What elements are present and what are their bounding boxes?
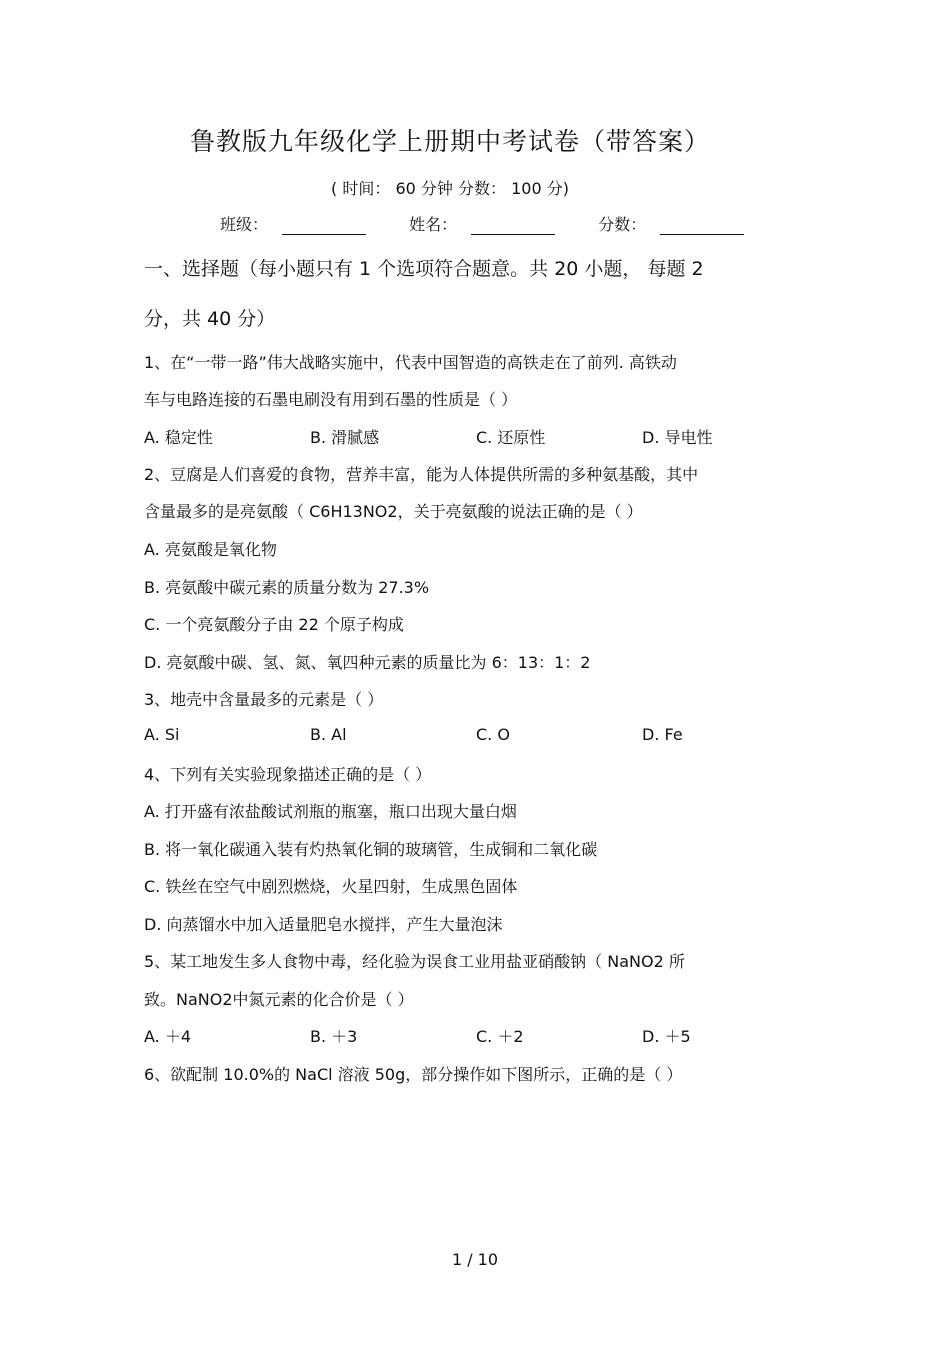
- exam-time-score: ( 时间： 60 分钟 分数： 100 分): [331, 179, 569, 198]
- question-4: 4、下列有关实验现象描述正确的是（ ）: [144, 765, 432, 784]
- name-field: [409, 212, 555, 235]
- section-heading-cont: 分，共 40 分）: [144, 308, 276, 330]
- class-blank: [282, 216, 366, 235]
- section-heading: 一、选择题（每小题只有 1 个选项符合题意。共 20 小题， 每题 2: [144, 258, 704, 280]
- student-info-row: [220, 212, 782, 235]
- option-c: C. O: [476, 725, 510, 744]
- option-c: C. 一个亮氨酸分子由 22 个原子构成: [144, 615, 404, 634]
- page-title: 鲁教版九年级化学上册期中考试卷（带答案）: [189, 127, 710, 156]
- page-number: 1 / 10: [451, 1250, 499, 1269]
- option-d: D. Fe: [642, 725, 683, 744]
- option-a: A. 打开盛有浓盐酸试剂瓶的瓶塞，瓶口出现大量白烟: [144, 802, 517, 821]
- score-label: 分数：: [598, 215, 647, 234]
- question-3: 3、地壳中含量最多的元素是（ ）: [144, 690, 384, 709]
- option-c: C. ＋2: [476, 1027, 524, 1046]
- option-d: D. 导电性: [642, 428, 713, 447]
- option-a: A. Si: [144, 725, 180, 744]
- option-c: C. 铁丝在空气中剧烈燃烧，火星四射，生成黑色固体: [144, 877, 518, 896]
- option-a: A. 亮氨酸是氧化物: [144, 540, 277, 559]
- option-a: A. 稳定性: [144, 428, 213, 447]
- question-5: 5、某工地发生多人食物中毒，经化验为误食工业用盐亚硝酸钠（ NaNO2 所: [144, 952, 685, 971]
- name-label: 姓名：: [409, 215, 458, 234]
- option-d: D. 向蒸馏水中加入适量肥皂水搅拌，产生大量泡沫: [144, 915, 503, 934]
- score-field: [598, 212, 744, 235]
- option-d: D. ＋5: [642, 1027, 691, 1046]
- question-1-options: [144, 425, 824, 448]
- name-blank: [471, 216, 555, 235]
- class-label: 班级：: [220, 215, 269, 234]
- question-5-options: [144, 1024, 824, 1047]
- score-blank: [660, 216, 744, 235]
- option-b: B. 滑腻感: [310, 428, 380, 447]
- option-b: B. 亮氨酸中碳元素的质量分数为 27.3%: [144, 578, 430, 597]
- question-2: 2、豆腐是人们喜爱的食物，营养丰富，能为人体提供所需的多种氨基酸，其中: [144, 465, 699, 484]
- option-a: A. ＋4: [144, 1027, 192, 1046]
- option-b: B. 将一氧化碳通入装有灼热氧化铜的玻璃管，生成铜和二氧化碳: [144, 840, 598, 859]
- question-6: 6、欲配制 10.0%的 NaCl 溶液 50g，部分操作如下图所示，正确的是（ ）: [144, 1065, 683, 1084]
- option-b: B. ＋3: [310, 1027, 358, 1046]
- question-5-cont: 致。NaNO2中氮元素的化合价是（ ）: [144, 990, 414, 1009]
- question-3-options: [144, 725, 824, 744]
- question-1: 1、在“一带一路”伟大战略实施中，代表中国智造的高铁走在了前列. 高铁动: [144, 353, 677, 372]
- option-c: C. 还原性: [476, 428, 546, 447]
- question-1-cont: 车与电路连接的石墨电刷没有用到石墨的性质是（ ）: [144, 390, 518, 409]
- option-b: B. Al: [310, 725, 347, 744]
- question-2-cont: 含量最多的是亮氨酸（ C6H13NO2，关于亮氨酸的说法正确的是（ ）: [144, 502, 643, 521]
- option-d: D. 亮氨酸中碳、氢、氮、氧四种元素的质量比为 6：13：1：2: [144, 653, 591, 672]
- class-field: [220, 212, 366, 235]
